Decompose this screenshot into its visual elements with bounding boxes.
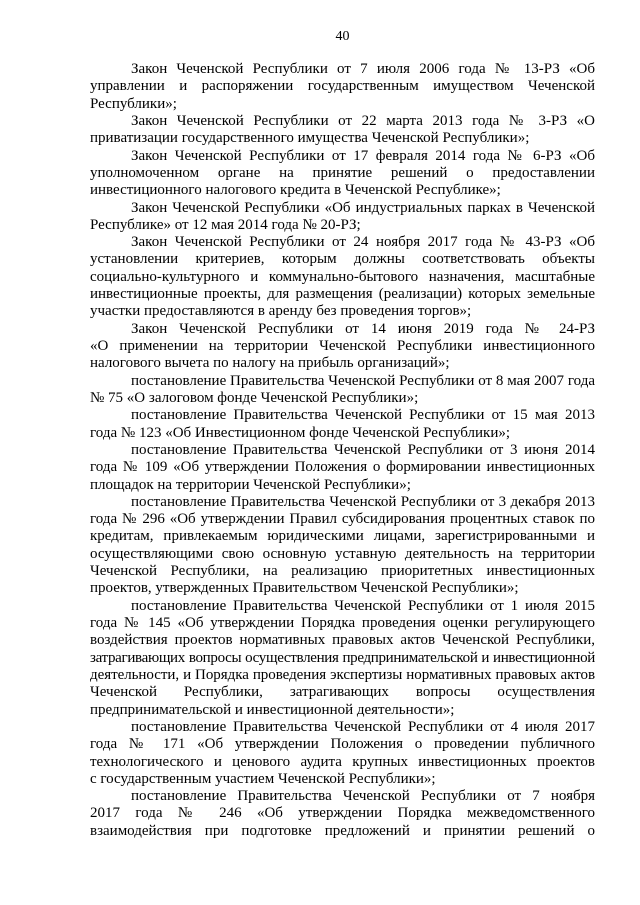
text-line: инвестиционные проекты, для размещения (реализации) которых земельные: [90, 286, 595, 303]
paragraph: [90, 234, 595, 321]
text-line: приватизации государственного имущества Чеченской Республики»;: [90, 130, 530, 147]
text-line: воздействия проектов нормативных правовых актов Чеченской Республики,: [90, 632, 595, 649]
text-line: уполномоченном органе на принятие решений о предоставлении: [90, 164, 595, 181]
text-line: года № 145 «Об утверждении Порядка проведения оценки регулирующего: [90, 615, 595, 631]
text-line: взаимодействия при подготовке предложений и принятии решений о: [90, 822, 595, 839]
paragraph: [90, 200, 595, 235]
text-line: Закон Чеченской Республики от 14 июня 2019 года № 24-РЗ: [131, 320, 595, 337]
document-body: [90, 61, 595, 840]
text-line: Закон Чеченской Республики от 24 ноября 2017 года № 43-РЗ «Об: [131, 234, 595, 251]
text-line: Республики»;: [90, 95, 177, 112]
text-line: управлении и распоряжении государственным имуществом Чеченской: [90, 78, 595, 95]
paragraph: [90, 719, 595, 788]
text-line: года № 171 «Об утверждении Положения о проведении публичного: [90, 736, 595, 753]
paragraph: [90, 113, 595, 148]
text-line: участки предоставляются в аренду без проведения торгов»;: [90, 303, 472, 320]
text-line: года № 109 «Об утверждении Положения о формировании инвестиционных: [90, 459, 595, 476]
text-line: постановление Правительства Чеченской Республики от 4 июля 2017: [131, 718, 595, 735]
paragraph: [90, 442, 595, 494]
paragraph: [90, 494, 595, 598]
paragraph: [90, 788, 595, 840]
text-line: Закон Чеченской Республики от 17 февраля 2014 года № 6-РЗ «Об: [131, 147, 595, 164]
text-line: 2017 года № 246 «Об утверждении Порядка межведомственного: [90, 805, 595, 822]
text-line: постановление Правительства Чеченской Республики от 1 июля 2015: [131, 597, 595, 614]
text-line: года № 296 «Об утверждении Правил субсидирования процентных ставок по: [90, 511, 595, 528]
text-line: осуществляющими свою основную уставную деятельность на территории: [90, 545, 595, 562]
text-line: площадок на территории Чеченской Республики»;: [90, 476, 411, 493]
text-line: деятельности, и Порядка проведения экспертизы нормативных правовых актов: [90, 666, 595, 683]
text-line: постановление Правительства Чеченской Республики от 7 ноября: [131, 788, 595, 805]
text-line: Чеченской Республики, затрагивающих вопросы осуществления: [90, 684, 595, 701]
text-line: с государственным участием Чеченской Республики»;: [90, 770, 436, 787]
text-line: постановление Правительства Чеченской Республики от 15 мая 2013: [131, 407, 595, 424]
text-line: технологического и ценового аудита крупных инвестиционных проектов: [90, 753, 595, 770]
text-line: кредитам, привлекаемым юридическими лицами, зарегистрированными и: [90, 528, 595, 545]
text-line: проектов, утвержденных Правительством Чеченской Республики»;: [90, 580, 519, 597]
paragraph: [90, 407, 595, 442]
text-line: постановление Правительства Чеченской Республики от 3 июня 2014: [131, 441, 595, 458]
text-line: предпринимательской и инвестиционной деятельности»;: [90, 701, 455, 718]
paragraph: [90, 61, 595, 113]
text-line: инвестиционного налогового кредита в Чеченской Республике»;: [90, 182, 501, 199]
text-line: Чеченской Республики, на реализацию приоритетных инвестиционных: [90, 563, 595, 580]
page-number: 40: [335, 29, 350, 44]
text-line: Закон Чеченской Республики от 22 марта 2013 года № 3-РЗ «О: [131, 112, 595, 129]
text-line: года № 123 «Об Инвестиционном фонде Чеченской Республики»;: [90, 424, 511, 441]
text-line: налогового вычета по налогу на прибыль организаций»;: [90, 355, 450, 372]
text-line: постановление Правительства Чеченской Республики от 3 декабря 2013: [131, 493, 595, 510]
paragraph: [90, 598, 595, 719]
text-line: постановление Правительства Чеченской Республики от 8 мая 2007 года: [131, 372, 595, 389]
text-line: № 75 «О залоговом фонде Чеченской Республики»;: [90, 389, 419, 406]
text-line: Республике» от 12 мая 2014 года № 20-РЗ;: [90, 216, 361, 233]
text-line: социально-культурного и коммунально-бытового назначения, масштабные: [90, 268, 595, 285]
text-line: Закон Чеченской Республики «Об индустриальных парках в Чеченской: [131, 199, 595, 216]
text-line: затрагивающих вопросы осуществления предпринимательской и инвестиционной: [90, 649, 595, 666]
paragraph: [90, 148, 595, 200]
paragraph: [90, 373, 595, 408]
paragraph: [90, 321, 595, 373]
text-line: «О применении на территории Чеченской Республики инвестиционного: [90, 338, 595, 354]
text-line: Закон Чеченской Республики от 7 июля 2006 года № 13-РЗ «Об: [131, 61, 595, 77]
text-line: установлении критериев, которым должны соответствовать объекты: [90, 251, 595, 268]
